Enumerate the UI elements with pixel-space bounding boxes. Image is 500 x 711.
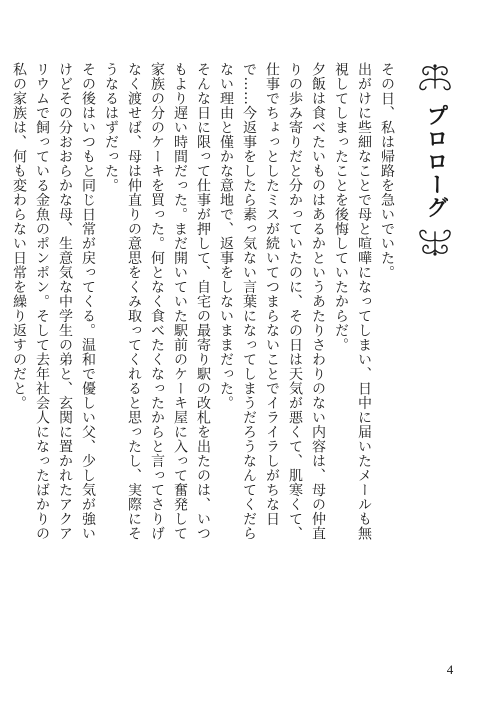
page-number: 4 <box>446 662 454 677</box>
paragraph: その後はいつもと同じ日常が戻ってくる。温和で優しい父、少し気が強いけどその分おおらかな母、生意気な中学生の弟と、玄関に置かれたアクアリウムで飼っている金魚のポンポン。そして去年社会人になったばかりの私の家族は、何も変わらない日常を繰り返すのだと。 <box>11 62 96 541</box>
body-text <box>11 62 398 550</box>
chapter-heading <box>416 62 454 258</box>
paragraph: そんな日に限って仕事が押して、自宅の最寄り駅の改札を出たのは、いつもより遅い時間だった。まだ開いていた駅前のケーキ屋に入って奮発して家族の分のケーキを買った。何となく食べたくなったからと言ってさりげなく渡せば、母は仲直りの意思をくみ取ってくれると思ったし、実際にそうなるはずだった。 <box>103 62 211 541</box>
paragraph: 夕飯は食べたいものはあるかというあたりさわりのない内容は、母の仲直りの歩み寄りだと分かっていたのに、その日は天気が悪くて、肌寒くて、仕事でちょっとしたミスが続いてつまらないことでイライラしがちな日で……今返事をしたら素っ気ない言葉になってしまうだろうなんてくだらない理由と僅かな意地で、返事をしないままだった。 <box>218 62 326 541</box>
scroll-flourish-icon <box>416 228 454 258</box>
chapter-title: プロローグ <box>423 103 448 219</box>
scroll-flourish-icon <box>416 62 454 92</box>
paragraph: その日、私は帰路を急いでいた。 <box>379 62 395 280</box>
paragraph: 出がけに些細なことで母と喧嘩になってしまい、日中に届いたメールも無視してしまったことを後悔していたからだ。 <box>333 62 372 541</box>
